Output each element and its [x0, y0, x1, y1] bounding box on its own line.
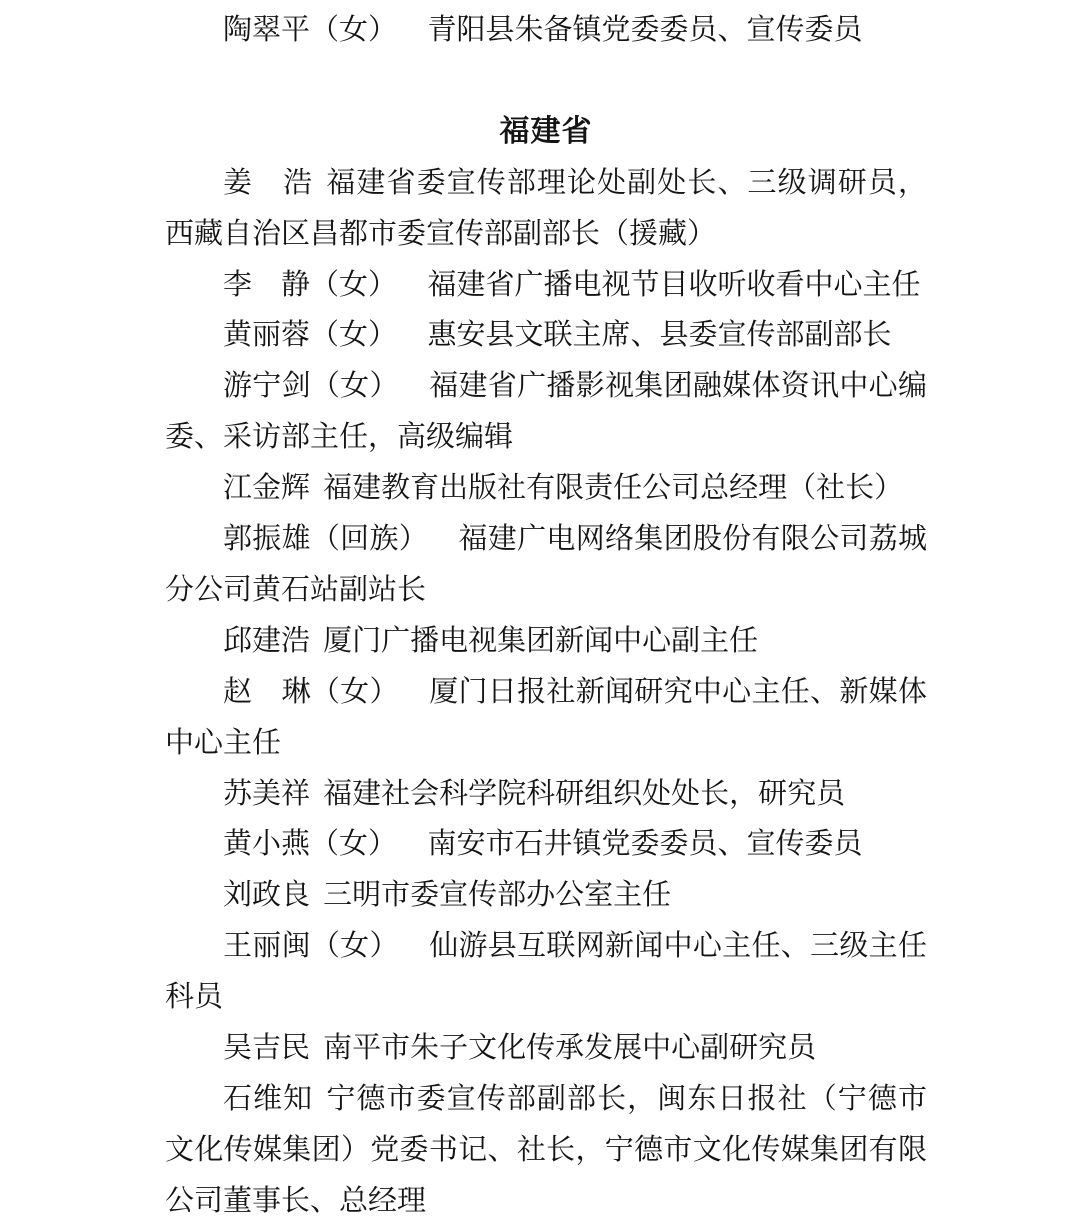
roster-entry: [165, 158, 927, 260]
section-heading: 福建省: [499, 114, 593, 148]
gender-ethnic-note: （女）: [310, 268, 398, 301]
person-position: 福建省委宣传部理论处副处长、三级调研员，西藏自治区昌都市委宣传部副部长（援藏）: [165, 166, 927, 250]
roster-entry: [165, 616, 927, 667]
person-position: 南安市石井镇党委委员、宣传委员: [427, 828, 863, 861]
roster-entry: [165, 819, 927, 870]
person-name: 游宁剑: [223, 370, 311, 403]
section-spacer: [165, 56, 927, 107]
person-position: 南平市朱子文化传承发展中心副研究员: [323, 1032, 817, 1065]
previous-section-entry-list: [165, 5, 927, 56]
roster-entry: [165, 769, 927, 820]
person-name: 邱建浩: [223, 624, 311, 657]
person-position: 福建省广播影视集团融媒体资讯中心编委、采访部主任，高级编辑: [165, 370, 927, 454]
person-name: 姜 浩: [223, 166, 314, 199]
person-position: 厦门日报社新闻研究中心主任、新媒体中心主任: [165, 675, 927, 759]
roster-entry: [165, 463, 927, 514]
person-position: 福建教育出版社有限责任公司总经理（社长）: [323, 472, 904, 505]
person-position: 厦门广播电视集团新闻中心副主任: [323, 624, 759, 657]
gender-ethnic-note: （女）: [310, 319, 398, 352]
person-position: 福建省广播电视节目收听收看中心主任: [427, 268, 921, 301]
gender-ethnic-note: （女）: [310, 828, 398, 861]
person-position: 青阳县朱备镇党委委员、宣传委员: [427, 14, 863, 46]
person-position: 福建社会科学院科研组织处处长，研究员: [323, 777, 846, 810]
person-name: 黄小燕: [223, 828, 311, 861]
gender-ethnic-note: （女）: [310, 930, 399, 963]
person-name: 吴吉民: [223, 1032, 311, 1065]
roster-entry: [165, 921, 927, 1023]
person-name: 黄丽蓉: [223, 319, 311, 352]
person-position: 三明市委宣传部办公室主任: [323, 879, 672, 912]
roster-entry: [165, 514, 927, 616]
gender-ethnic-note: （女）: [310, 370, 399, 403]
person-name: 刘政良: [223, 879, 311, 912]
section-entry-list: [165, 158, 927, 1227]
roster-entry: [165, 1074, 927, 1227]
person-name: 苏美祥: [223, 777, 311, 810]
roster-entry: [165, 260, 927, 311]
person-name: 石维知: [223, 1083, 314, 1116]
roster-entry: [165, 361, 927, 463]
person-position: 宁德市委宣传部副部长，闽东日报社（宁德市文化传媒集团）党委书记、社长，宁德市文化传媒集团有限公司董事长、总经理: [165, 1083, 927, 1217]
person-position: 仙游县互联网新闻中心主任、三级主任科员: [165, 930, 927, 1014]
roster-entry: [165, 5, 927, 56]
roster-entry: [165, 870, 927, 921]
roster-entry: [165, 310, 927, 361]
roster-entry: [165, 1023, 927, 1074]
person-position: 惠安县文联主席、县委宣传部副部长: [427, 319, 892, 352]
person-name: 陶翠平: [223, 14, 311, 46]
roster-entry: [165, 667, 927, 769]
person-name: 王丽闽: [223, 930, 311, 963]
person-name: 江金辉: [223, 472, 311, 505]
person-name: 李 静: [223, 268, 311, 301]
person-name: 赵 琳: [223, 675, 311, 708]
person-name: 郭振雄: [223, 523, 311, 556]
gender-ethnic-note: （回族）: [310, 523, 429, 556]
person-position: 福建广电网络集团股份有限公司荔城分公司黄石站副站长: [165, 523, 927, 606]
gender-ethnic-note: （女）: [310, 675, 399, 708]
gender-ethnic-note: （女）: [310, 14, 398, 46]
